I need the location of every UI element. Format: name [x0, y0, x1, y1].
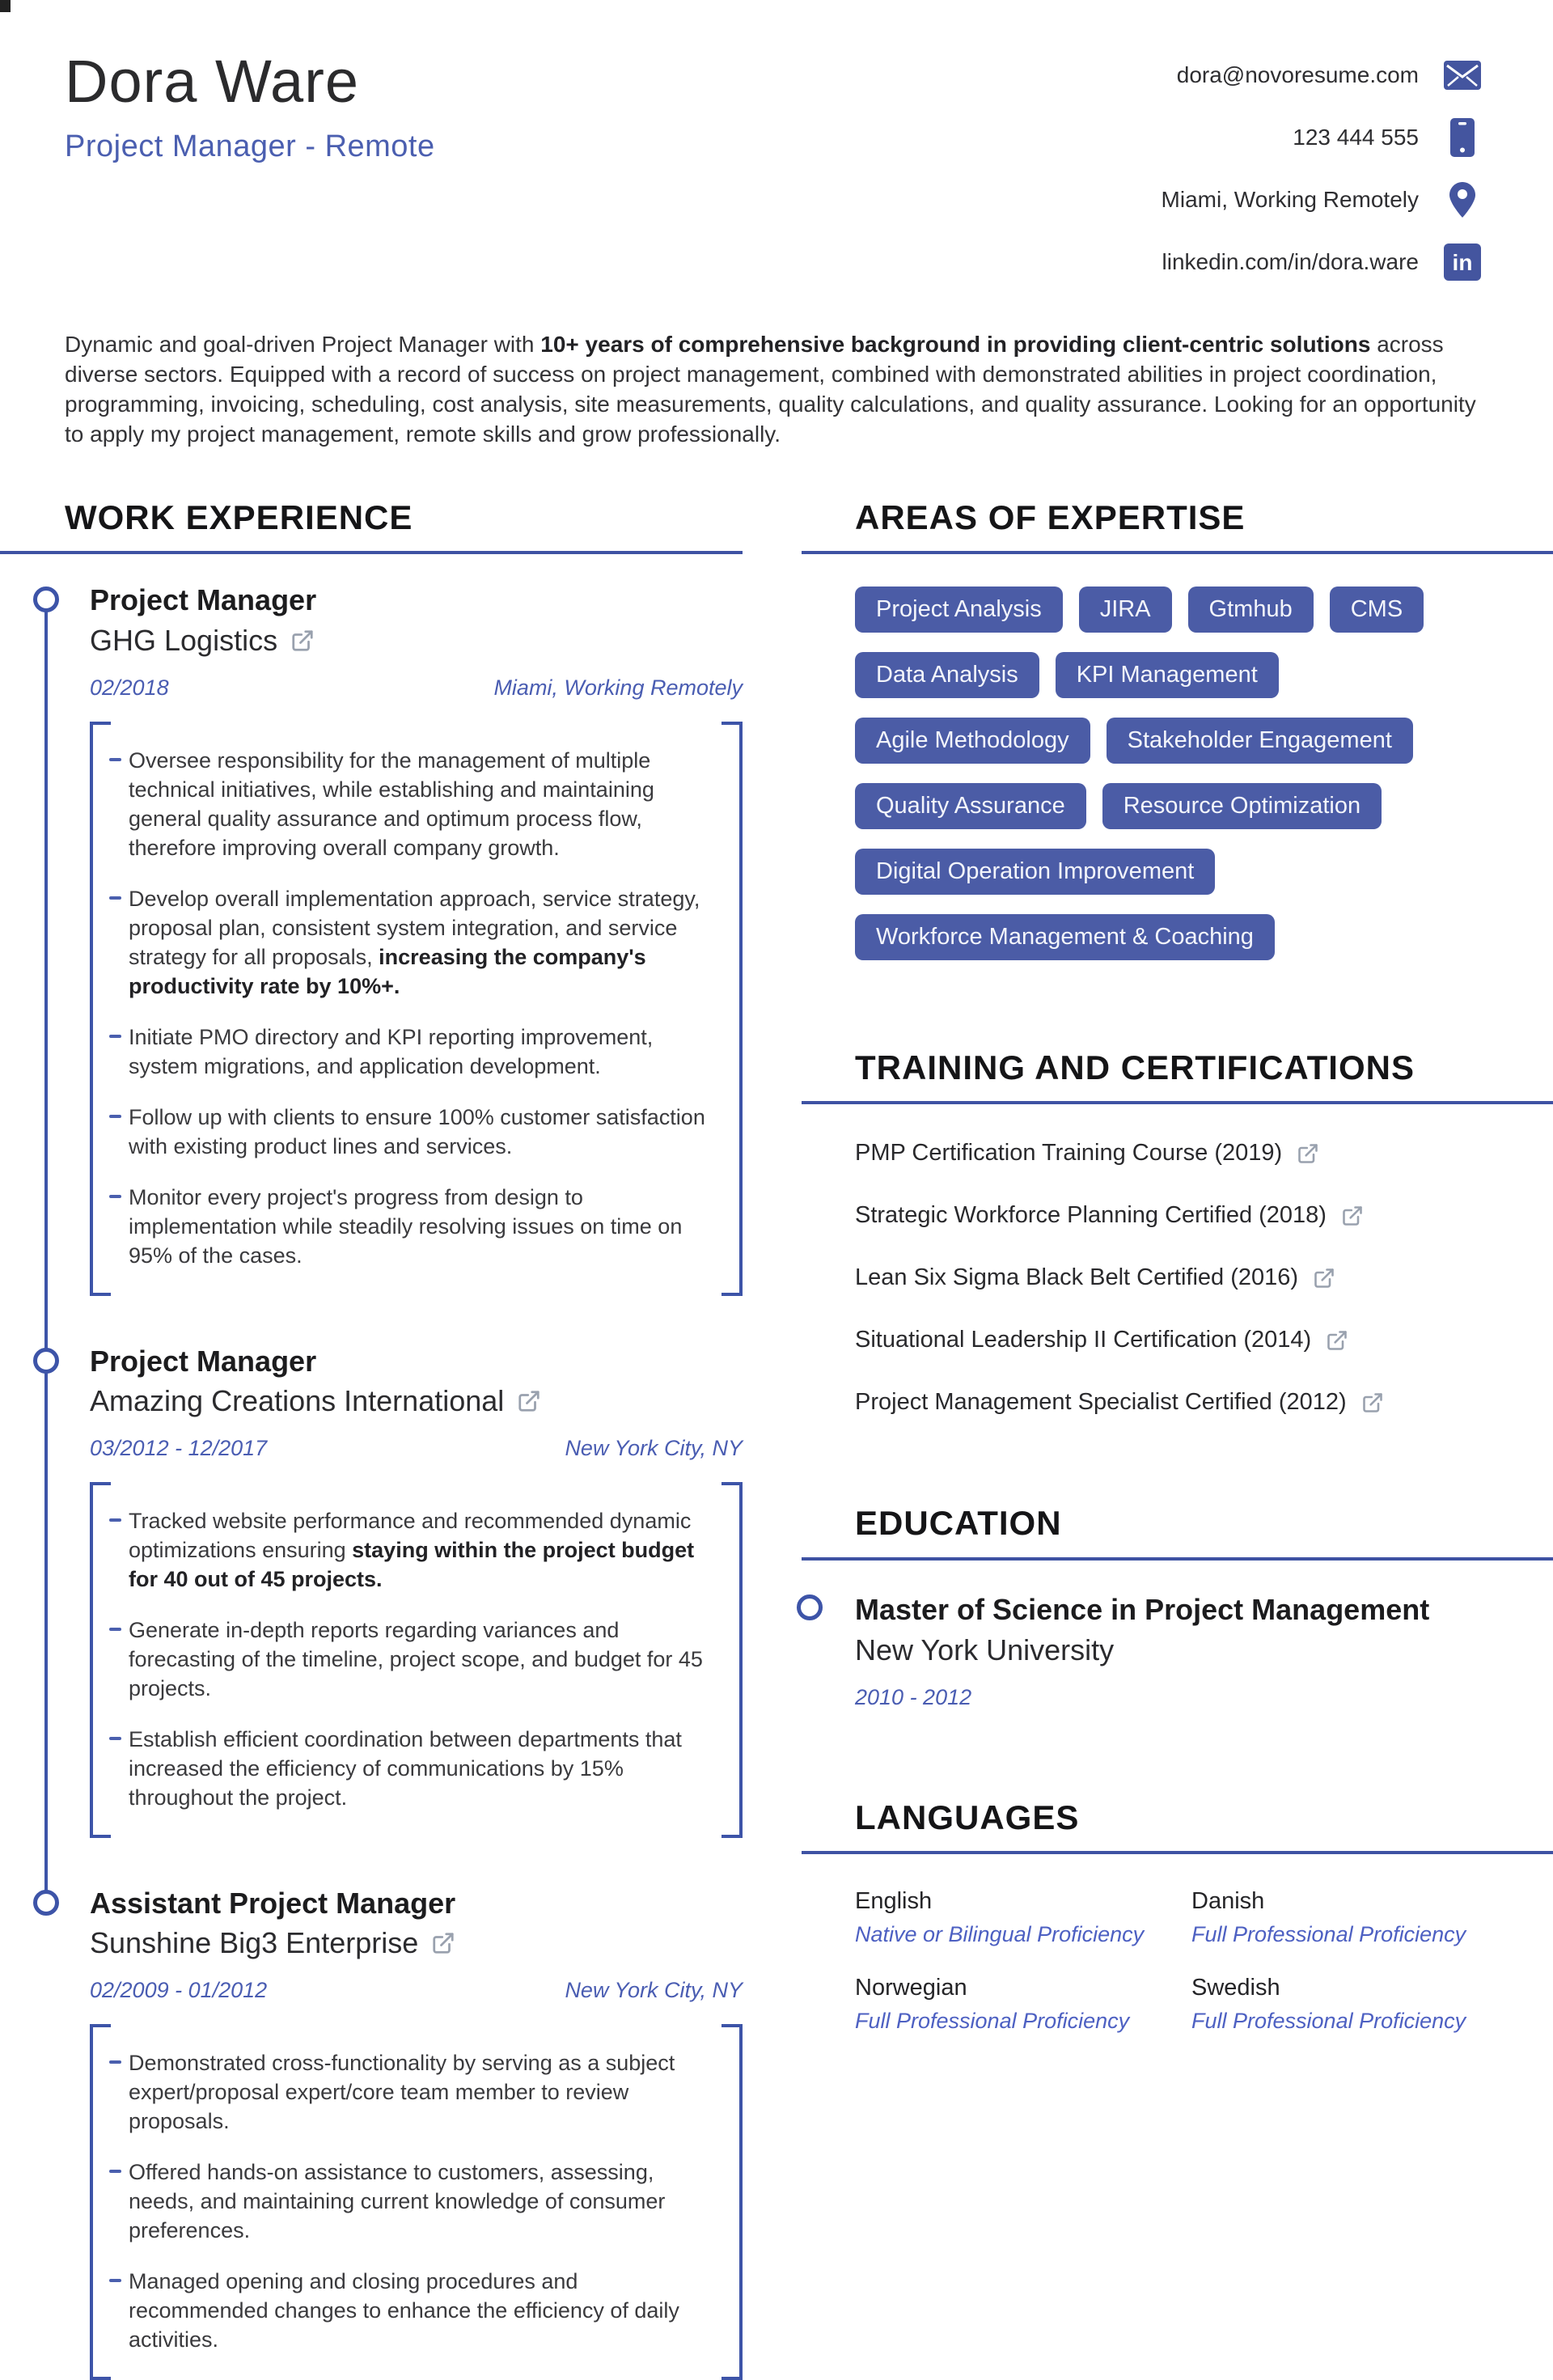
certification-item[interactable] [855, 1264, 1482, 1291]
bullet-item [129, 746, 707, 862]
contact-item[interactable] [1162, 181, 1482, 218]
timeline-dot [797, 1594, 823, 1620]
section-heading-work-experience: WORK EXPERIENCE [65, 498, 413, 536]
text-segment: across diverse sectors. Equipped with a record of success on project management, combined with demonstrated abilities in project coordination, programming, invoicing, scheduling, cost analysis, site measurements, quality calculations, and quality assurance. Looking for an opportunity to apply my project management, remote skills and grow professionally. [65, 332, 1476, 447]
certification-item[interactable] [855, 1389, 1482, 1416]
bullet-item [129, 884, 707, 1001]
expertise-tag: Agile Methodology [855, 718, 1090, 764]
location-icon [1449, 181, 1476, 218]
education-entry [855, 1593, 1482, 1710]
expertise-tag: Gtmhub [1188, 587, 1314, 633]
expertise-tag: KPI Management [1056, 652, 1279, 698]
certification-label: PMP Certification Training Course (2019) [855, 1140, 1283, 1167]
contact-item[interactable] [1162, 57, 1482, 94]
text-segment: Initiate PMO directory and KPI reporting improvement, system migrations, and application development. [129, 1024, 654, 1078]
expertise-tag: Resource Optimization [1102, 783, 1382, 829]
expertise-tag: JIRA [1079, 587, 1172, 633]
language-item [1191, 1975, 1482, 2034]
contact-label: 123 444 555 [1293, 125, 1419, 150]
language-name: English [855, 1887, 933, 1914]
language-list [855, 1888, 1482, 2034]
external-link-icon[interactable] [1341, 1205, 1364, 1227]
bullet-item [129, 2158, 707, 2245]
external-link-icon[interactable] [1313, 1267, 1335, 1290]
text-segment: Tracked website performance and recommended dynamic optimizations ensuring [129, 1508, 692, 1562]
contact-item[interactable] [1162, 119, 1482, 156]
text-segment: Monitor every project's progress from design to implementation while steadily resolving issues on time on 95% of the cases. [129, 1184, 683, 1268]
expertise-tag: Project Analysis [855, 587, 1063, 633]
section-heading-education: EDUCATION [855, 1504, 1062, 1543]
external-link-icon[interactable] [431, 1931, 455, 1955]
job-company-row [90, 624, 743, 658]
external-link-icon[interactable] [517, 1389, 541, 1413]
job-date: 02/2009 - 01/2012 [90, 1978, 268, 2003]
bullet-item [129, 1023, 707, 1081]
external-link-icon[interactable] [290, 629, 315, 653]
language-item [855, 1975, 1191, 2034]
language-level: Full Professional Proficiency [1191, 2008, 1466, 2033]
contact-item[interactable] [1162, 244, 1482, 281]
certification-list [855, 1140, 1482, 1416]
language-level: Full Professional Proficiency [855, 2008, 1130, 2033]
section-heading-areas-of-expertise: AREAS OF EXPERTISE [855, 498, 1246, 536]
job-entry [65, 1887, 743, 2380]
certification-item[interactable] [855, 1327, 1482, 1353]
external-link-icon[interactable] [1326, 1329, 1348, 1352]
bullet-item [129, 1103, 707, 1161]
page-corner-artifact [0, 0, 11, 12]
language-level: Full Professional Proficiency [1191, 1921, 1466, 1946]
language-item [1191, 1888, 1482, 1947]
expertise-tag: CMS [1330, 587, 1424, 633]
job-bullets [90, 1482, 743, 1838]
job-date: 03/2012 - 12/2017 [90, 1435, 268, 1460]
contact-label: dora@novoresume.com [1176, 62, 1419, 87]
job-location: Miami, Working Remotely [493, 675, 743, 700]
job-company-row [90, 1926, 743, 1960]
company-name: Sunshine Big3 Enterprise [90, 1926, 419, 1960]
text-segment: Demonstrated cross-functionality by serving as a subject expert/proposal expert/core team member to review proposals. [129, 2051, 675, 2134]
education-date: 2010 - 2012 [855, 1684, 972, 1709]
work-experience-timeline [65, 583, 743, 2380]
contact-label: Miami, Working Remotely [1161, 187, 1419, 212]
job-bullets [90, 2024, 743, 2380]
bullet-item [129, 2048, 707, 2136]
bullet-item [129, 1506, 707, 1594]
language-name: Swedish [1191, 1974, 1280, 2001]
external-link-icon[interactable] [1297, 1142, 1319, 1165]
job-entry [65, 1345, 743, 1838]
summary-text [65, 329, 1482, 449]
external-link-icon[interactable] [1361, 1391, 1384, 1414]
job-location: New York City, NY [565, 1978, 743, 2003]
svg-text:in: in [1452, 250, 1473, 275]
contact-block [1162, 57, 1482, 281]
text-segment: Develop overall implementation approach, service strategy, proposal plan, consistent system integration, and service strategy for all proposals, [129, 886, 700, 969]
text-segment: Follow up with clients to ensure 100% customer satisfaction with existing product lines and services. [129, 1104, 705, 1158]
text-segment: staying within the project budget for 40 out of 45 projects. [129, 1537, 695, 1591]
header [65, 48, 1482, 281]
section-languages [855, 1799, 1482, 2034]
language-item [855, 1888, 1191, 1947]
section-training [855, 1049, 1482, 1416]
section-rule [802, 1557, 1553, 1561]
language-name: Danish [1191, 1887, 1265, 1914]
expertise-tag: Quality Assurance [855, 783, 1086, 829]
job-company-row [90, 1384, 743, 1418]
company-name: GHG Logistics [90, 623, 278, 657]
text-segment: Managed opening and closing procedures and recommended changes to enhance the efficiency of daily activities. [129, 2269, 679, 2352]
section-rule [0, 551, 743, 554]
left-column [65, 499, 743, 2380]
phone-icon [1450, 118, 1475, 157]
education-school: New York University [855, 1633, 1115, 1666]
section-education [855, 1505, 1482, 1709]
section-heading-training: TRAINING AND CERTIFICATIONS [855, 1048, 1415, 1087]
certification-label: Lean Six Sigma Black Belt Certified (2016) [855, 1264, 1299, 1291]
text-segment: Generate in-depth reports regarding variances and forecasting of the timeline, project scope, and budget for 45 projects. [129, 1617, 703, 1700]
certification-label: Strategic Workforce Planning Certified (2018) [855, 1202, 1327, 1229]
certification-item[interactable] [855, 1140, 1482, 1167]
job-title: Project Manager [90, 583, 317, 617]
language-name: Norwegian [855, 1974, 967, 2001]
contact-label: linkedin.com/in/dora.ware [1162, 249, 1419, 274]
text-segment: Oversee responsibility for the management of multiple technical initiatives, while establishing and maintaining general quality assurance and optimum process flow, therefore improving overall company growth. [129, 747, 654, 860]
job-title: Project Manager [90, 1344, 317, 1378]
education-degree: Master of Science in Project Management [855, 1592, 1430, 1626]
section-heading-languages: LANGUAGES [855, 1798, 1080, 1836]
text-segment: Offered hands-on assistance to customers, assessing, needs, and maintaining current knowledge of consumer preferences. [129, 2160, 666, 2243]
bullet-item [129, 1725, 707, 1812]
bullet-item [129, 1183, 707, 1270]
section-rule [802, 1101, 1553, 1104]
expertise-tag: Digital Operation Improvement [855, 849, 1215, 895]
job-meta [90, 1978, 743, 2003]
text-segment: 10+ years of comprehensive background in providing client-centric solutions [540, 332, 1371, 357]
candidate-title: Project Manager - Remote [65, 129, 435, 163]
job-meta [90, 1436, 743, 1461]
job-bullets [90, 722, 743, 1296]
language-level: Native or Bilingual Proficiency [855, 1921, 1145, 1946]
expertise-tag: Data Analysis [855, 652, 1039, 698]
section-rule [802, 551, 1553, 554]
section-areas-of-expertise [855, 499, 1482, 960]
expertise-tag: Workforce Management & Coaching [855, 914, 1275, 960]
job-location: New York City, NY [565, 1435, 743, 1460]
job-title: Assistant Project Manager [90, 1886, 456, 1920]
certification-label: Project Management Specialist Certified (2012) [855, 1389, 1347, 1416]
certification-item[interactable] [855, 1202, 1482, 1229]
bullet-item [129, 2267, 707, 2354]
email-icon [1444, 61, 1481, 90]
job-date: 02/2018 [90, 675, 169, 700]
right-column [855, 499, 1482, 2034]
certification-label: Situational Leadership II Certification (2014) [855, 1327, 1312, 1353]
linkedin-icon [1444, 244, 1481, 281]
text-segment: Establish efficient coordination between departments that increased the efficiency of communications by 15% throughout the project. [129, 1726, 682, 1810]
job-meta [90, 675, 743, 701]
text-segment: increasing the company's productivity rate by 10%+. [129, 944, 646, 998]
bullet-item [129, 1616, 707, 1703]
job-entry [65, 583, 743, 1295]
expertise-tag: Stakeholder Engagement [1107, 718, 1413, 764]
candidate-name: Dora Ware [65, 48, 360, 115]
identity-block [65, 48, 435, 164]
expertise-tags [855, 587, 1482, 960]
section-rule [802, 1851, 1553, 1854]
text-segment: Dynamic and goal-driven Project Manager with [65, 332, 541, 357]
company-name: Amazing Creations International [90, 1383, 505, 1417]
main-columns [65, 499, 1482, 2380]
